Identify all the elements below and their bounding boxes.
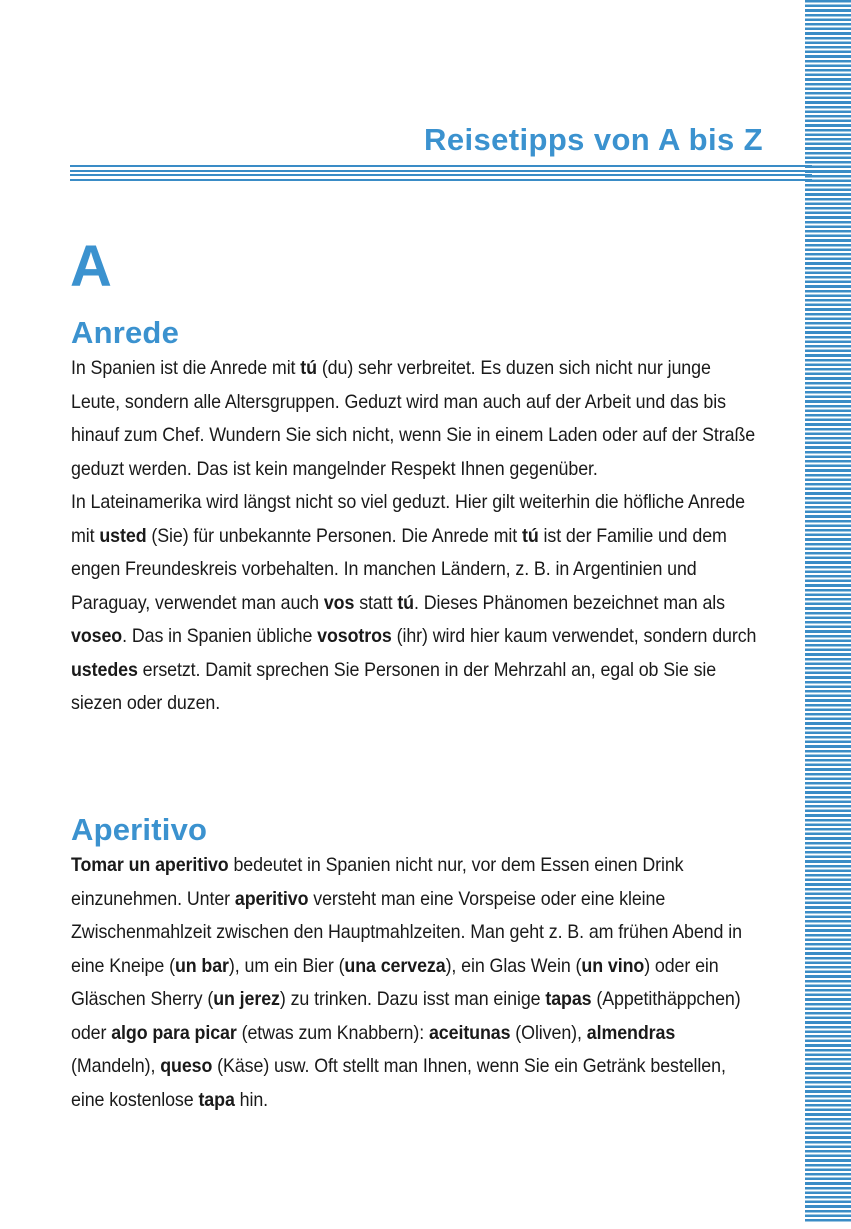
entry-anrede: [71, 314, 771, 721]
bold-term: ustedes: [71, 658, 138, 681]
entry-aperitivo: [71, 811, 771, 1117]
text-run: bedeutet in Spanien nicht nur, vor dem Essen einen Drink einzunehmen. Unter: [71, 854, 684, 910]
bold-term: una cerveza: [344, 954, 446, 977]
bold-term: un bar: [174, 954, 229, 977]
entry-paragraph: [71, 352, 763, 486]
section-letter: A: [70, 234, 112, 299]
entry-paragraph: [71, 849, 763, 1117]
text-run: In Spanien ist die Anrede mit: [71, 357, 301, 379]
bold-term: vos: [323, 591, 355, 614]
text-run: (etwas zum Knabbern):: [236, 1021, 429, 1044]
bold-term: tapa: [198, 1088, 235, 1111]
bold-term: algo para picar: [111, 1021, 237, 1044]
header-rule: [70, 170, 812, 172]
text-run: ), ein Glas Wein (: [445, 954, 582, 977]
bold-term: aceitunas: [428, 1021, 511, 1044]
page-header-title: Reisetipps von A bis Z: [424, 122, 763, 157]
header-rule: [70, 179, 812, 181]
side-stripe-decoration: [805, 0, 851, 1222]
text-run: In Lateinamerika wird längst nicht so viel geduzt. Hier gilt weiterhin die höfliche Anrede mit: [71, 491, 745, 547]
text-run: (ihr) wird hier kaum verwendet, sondern durch: [391, 625, 757, 647]
text-run: (du) sehr verbreitet. Es duzen sich nicht nur junge Leute, sondern alle Altersgruppen. Geduzt wird man auch auf der Arbeit und das bis hinauf zum Chef. Wundern Sie sich nicht, wenn Sie in einem Laden oder auf der Straße geduzt werden. Das ist kein mangelnder Respekt Ihnen gegenüber.: [71, 357, 756, 480]
text-run: (Appetithäppchen) oder: [71, 988, 741, 1044]
bold-term: un vino: [581, 954, 645, 977]
entry-title: Aperitivo: [71, 812, 208, 847]
text-run: ), um ein Bier (: [228, 954, 345, 977]
text-run: (Käse) usw. Oft stellt man Ihnen, wenn Sie ein Getränk bestellen, eine kostenlose: [71, 1055, 726, 1111]
bold-term: tú: [521, 524, 539, 547]
text-run: versteht man eine Vorspeise oder eine kleine Zwischenmahlzeit zwischen den Hauptmahlzeiten. Man geht z. B. am frühen Abend in eine Kneipe (: [71, 887, 742, 977]
bold-term: voseo: [71, 625, 123, 647]
entry-paragraph: [71, 486, 763, 721]
text-run: ist der Familie und dem engen Freundeskreis vorbehalten. In manchen Ländern, z. B. in Argentinien und Paraguay, verwendet man auch: [71, 524, 727, 614]
text-run: . Dieses Phänomen bezeichnet man als: [413, 591, 726, 614]
bold-term: Tomar un aperitivo: [71, 854, 229, 876]
text-run: statt: [354, 591, 398, 614]
header-rule: [70, 165, 812, 167]
bold-term: tú: [397, 591, 414, 614]
text-run: hin.: [234, 1088, 269, 1111]
text-run: (Mandeln),: [71, 1055, 161, 1077]
bold-term: aperitivo: [234, 887, 309, 910]
text-run: . Das in Spanien übliche: [122, 625, 318, 647]
text-run: (Oliven),: [510, 1021, 587, 1044]
bold-term: queso: [160, 1055, 213, 1077]
bold-term: tapas: [545, 988, 592, 1010]
entry-title: Anrede: [71, 315, 180, 350]
bold-term: usted: [99, 524, 147, 547]
text-run: ersetzt. Damit sprechen Sie Personen in der Mehrzahl an, egal ob Sie sie siezen oder duzen.: [71, 658, 717, 714]
bold-term: vosotros: [317, 625, 392, 647]
text-run: ) zu trinken. Dazu isst man einige: [279, 988, 546, 1010]
bold-term: un jerez: [213, 988, 280, 1010]
bold-term: tú: [300, 357, 317, 379]
text-run: (Sie) für unbekannte Personen. Die Anrede mit: [146, 524, 522, 547]
text-run: ) oder ein Gläschen Sherry (: [71, 954, 719, 1010]
bold-term: almendras: [586, 1021, 676, 1044]
header-rule: [70, 174, 812, 176]
